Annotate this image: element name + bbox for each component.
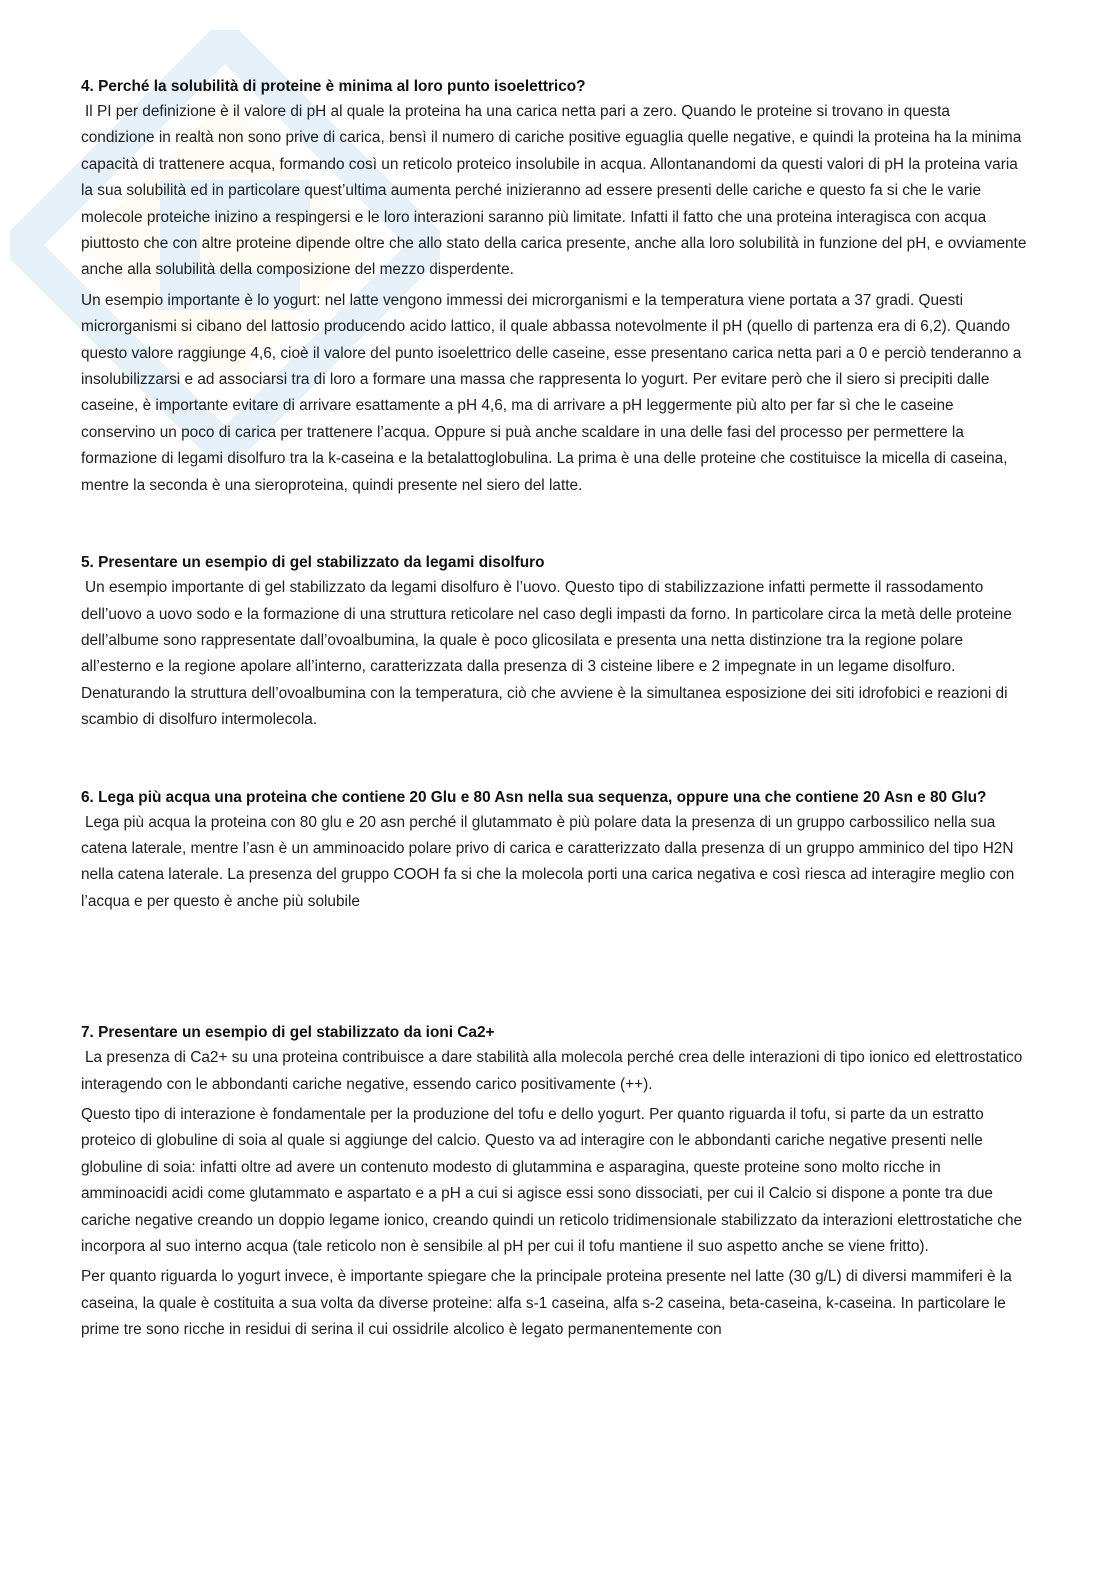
section-heading: 4. Perché la solubilità di proteine è minima al loro punto isoelettrico? bbox=[81, 78, 586, 95]
section-6 bbox=[81, 785, 1027, 916]
section-paragraph: Questo tipo di interazione è fondamentale per la produzione del tofu e dello yogurt. Per quanto riguarda il tofu, si parte da un estratto proteico di globuline di soia al quale si aggiunge del calcio. Questo va ad interagire con le abbondanti cariche negative presenti nelle globuline di soia: infatti oltre ad avere un contenuto modesto di glutammina e asparagina, queste proteine sono molto ricche in amminoacidi acidi come glutammato e aspartato e a pH a cui si agisce essi sono dissociati, per cui il Calcio si dispone a ponte tra due cariche negative creando un doppio legame ionico, creando quindi un reticolo tridimensionale stabilizzato da interazioni elettrostatiche che incorpora al suo interno acqua (tale reticolo non è sensibile al pH per cui il tofu mantiene il suo aspetto anche se viene fritto). bbox=[81, 1105, 1023, 1255]
section-heading: 6. Lega più acqua una proteina che contiene 20 Glu e 80 Asn nella sua sequenza, oppure una che contiene 20 Asn e 80 Glu? bbox=[81, 788, 987, 806]
section-heading: 7. Presentare un esempio di gel stabilizzato da ioni Ca2+ bbox=[81, 1024, 495, 1042]
section-heading: 5. Presentare un esempio di gel stabilizzato da legami disolfuro bbox=[81, 554, 545, 572]
section-paragraph: Un esempio importante di gel stabilizzato da legami disolfuro è l’uovo. Questo tipo di stabilizzazione infatti permette il rassodamento dell’uovo a uovo sodo e la formazione di una struttura reticolare nel caso degli impasti da forno. In particolare circa la metà delle proteine dell’albume sono rappresentate dall’ovoalbumina, la quale è poco glicosilata e presenta una netta distinzione tra la regione polare all’esterno e la regione apolare all’interno, caratterizzata dalla presenza di 3 cisteine libere e 2 impegnate in un legame disolfuro. Denaturando la struttura dell’ovoalbumina con la temperatura, ciò che avviene è la simultanea esposizione dei siti idrofobici e reazioni di scambio di disolfuro intermolecola. bbox=[81, 579, 1012, 729]
section-paragraph: Un esempio importante è lo yogurt: nel latte vengono immessi dei microrganismi e la temperatura viene portata a 37 gradi. Questi microrganismi si cibano del lattosio producendo acido lattico, il quale abbassa notevolmente il pH (quello di partenza era di 6,2). Quando questo valore raggiunge 4,6, cioè il valore del punto isoelettrico delle caseine, esse presentano carica netta pari a 0 e perciò tenderanno a insolubilizzarsi e ad associarsi tra di loro a formare una massa che rappresenta lo yogurt. Per evitare però che il siero si precipiti dalle caseine, è importante evitare di arrivare esattamente a pH 4,6, ma di arrivare a pH leggermente più alto per far sì che le caseine conservino un poco di carica per trattenere l’acqua. Oppure si puà anche scaldare in una delle fasi del processo per permettere la formazione di legami disolfuro tra la k-caseina e la betalattoglobulina. La prima è una delle proteine che costituisce la micella di caseina, mentre la seconda è una sieroproteina, quindi presente nel siero del latte. bbox=[81, 291, 1022, 494]
section-paragraph: Il PI per definizione è il valore di pH al quale la proteina ha una carica netta pari a zero. Quando le proteine si trovano in questa condizione in realtà non sono prive di carica, bensì il numero di cariche positive eguaglia quelle negative, e quindi la proteina ha la minima capacità di trattenere acqua, formando così un reticolo proteico insolubile in acqua. Allontanandomi da questi valori di pH la proteina varia la sua solubilità ed in particolare quest’ultima aumenta perché inizieranno ad essere presenti delle cariche e questo fa si che le varie molecole proteiche inizino a respingersi e le loro interazioni saranno più limitate. Infatti il fatto che una proteina interagisca con acqua piuttosto che con altre proteine dipende oltre che allo stato della carica presente, anche alla loro solubilità in funzione del pH, e ovviamente anche alla solubilità della composizione del mezzo disperdente. bbox=[81, 103, 1027, 279]
section-paragraph: La presenza di Ca2+ su una proteina contribuisce a dare stabilità alla molecola perché crea delle interazioni di tipo ionico ed elettrostatico interagendo con le abbondanti cariche negative, essendo carico positivamente (++). bbox=[81, 1049, 1023, 1093]
section-4 bbox=[81, 74, 1027, 499]
section-paragraph: Per quanto riguarda lo yogurt invece, è importante spiegare che la principale proteina presente nel latte (30 g/L) di diversi mammiferi è la caseina, la quale è costituita a sua volta da diverse proteine: alfa s-1 caseina, alfa s-2 caseina, beta-caseina, k-caseina. In particolare le prime tre sono ricche in residui di serina il cui ossidrile alcolico è legato permanentemente con bbox=[81, 1268, 1012, 1339]
document-page bbox=[81, 74, 1027, 1344]
section-7 bbox=[81, 1020, 1027, 1343]
section-paragraph: Lega più acqua la proteina con 80 glu e 20 asn perché il glutammato è più polare data la presenza di un gruppo carbossilico nella sua catena laterale, mentre l’asn è un amminoacido polare privo di carica e caratterizzato dalla presenza di un gruppo amminico del tipo H2N nella catena laterale. La presenza del gruppo COOH fa si che la molecola porti una carica negativa e così riesca ad interagire meglio con l’acqua e per questo è anche più solubile bbox=[81, 813, 1015, 910]
section-5 bbox=[81, 550, 1027, 733]
